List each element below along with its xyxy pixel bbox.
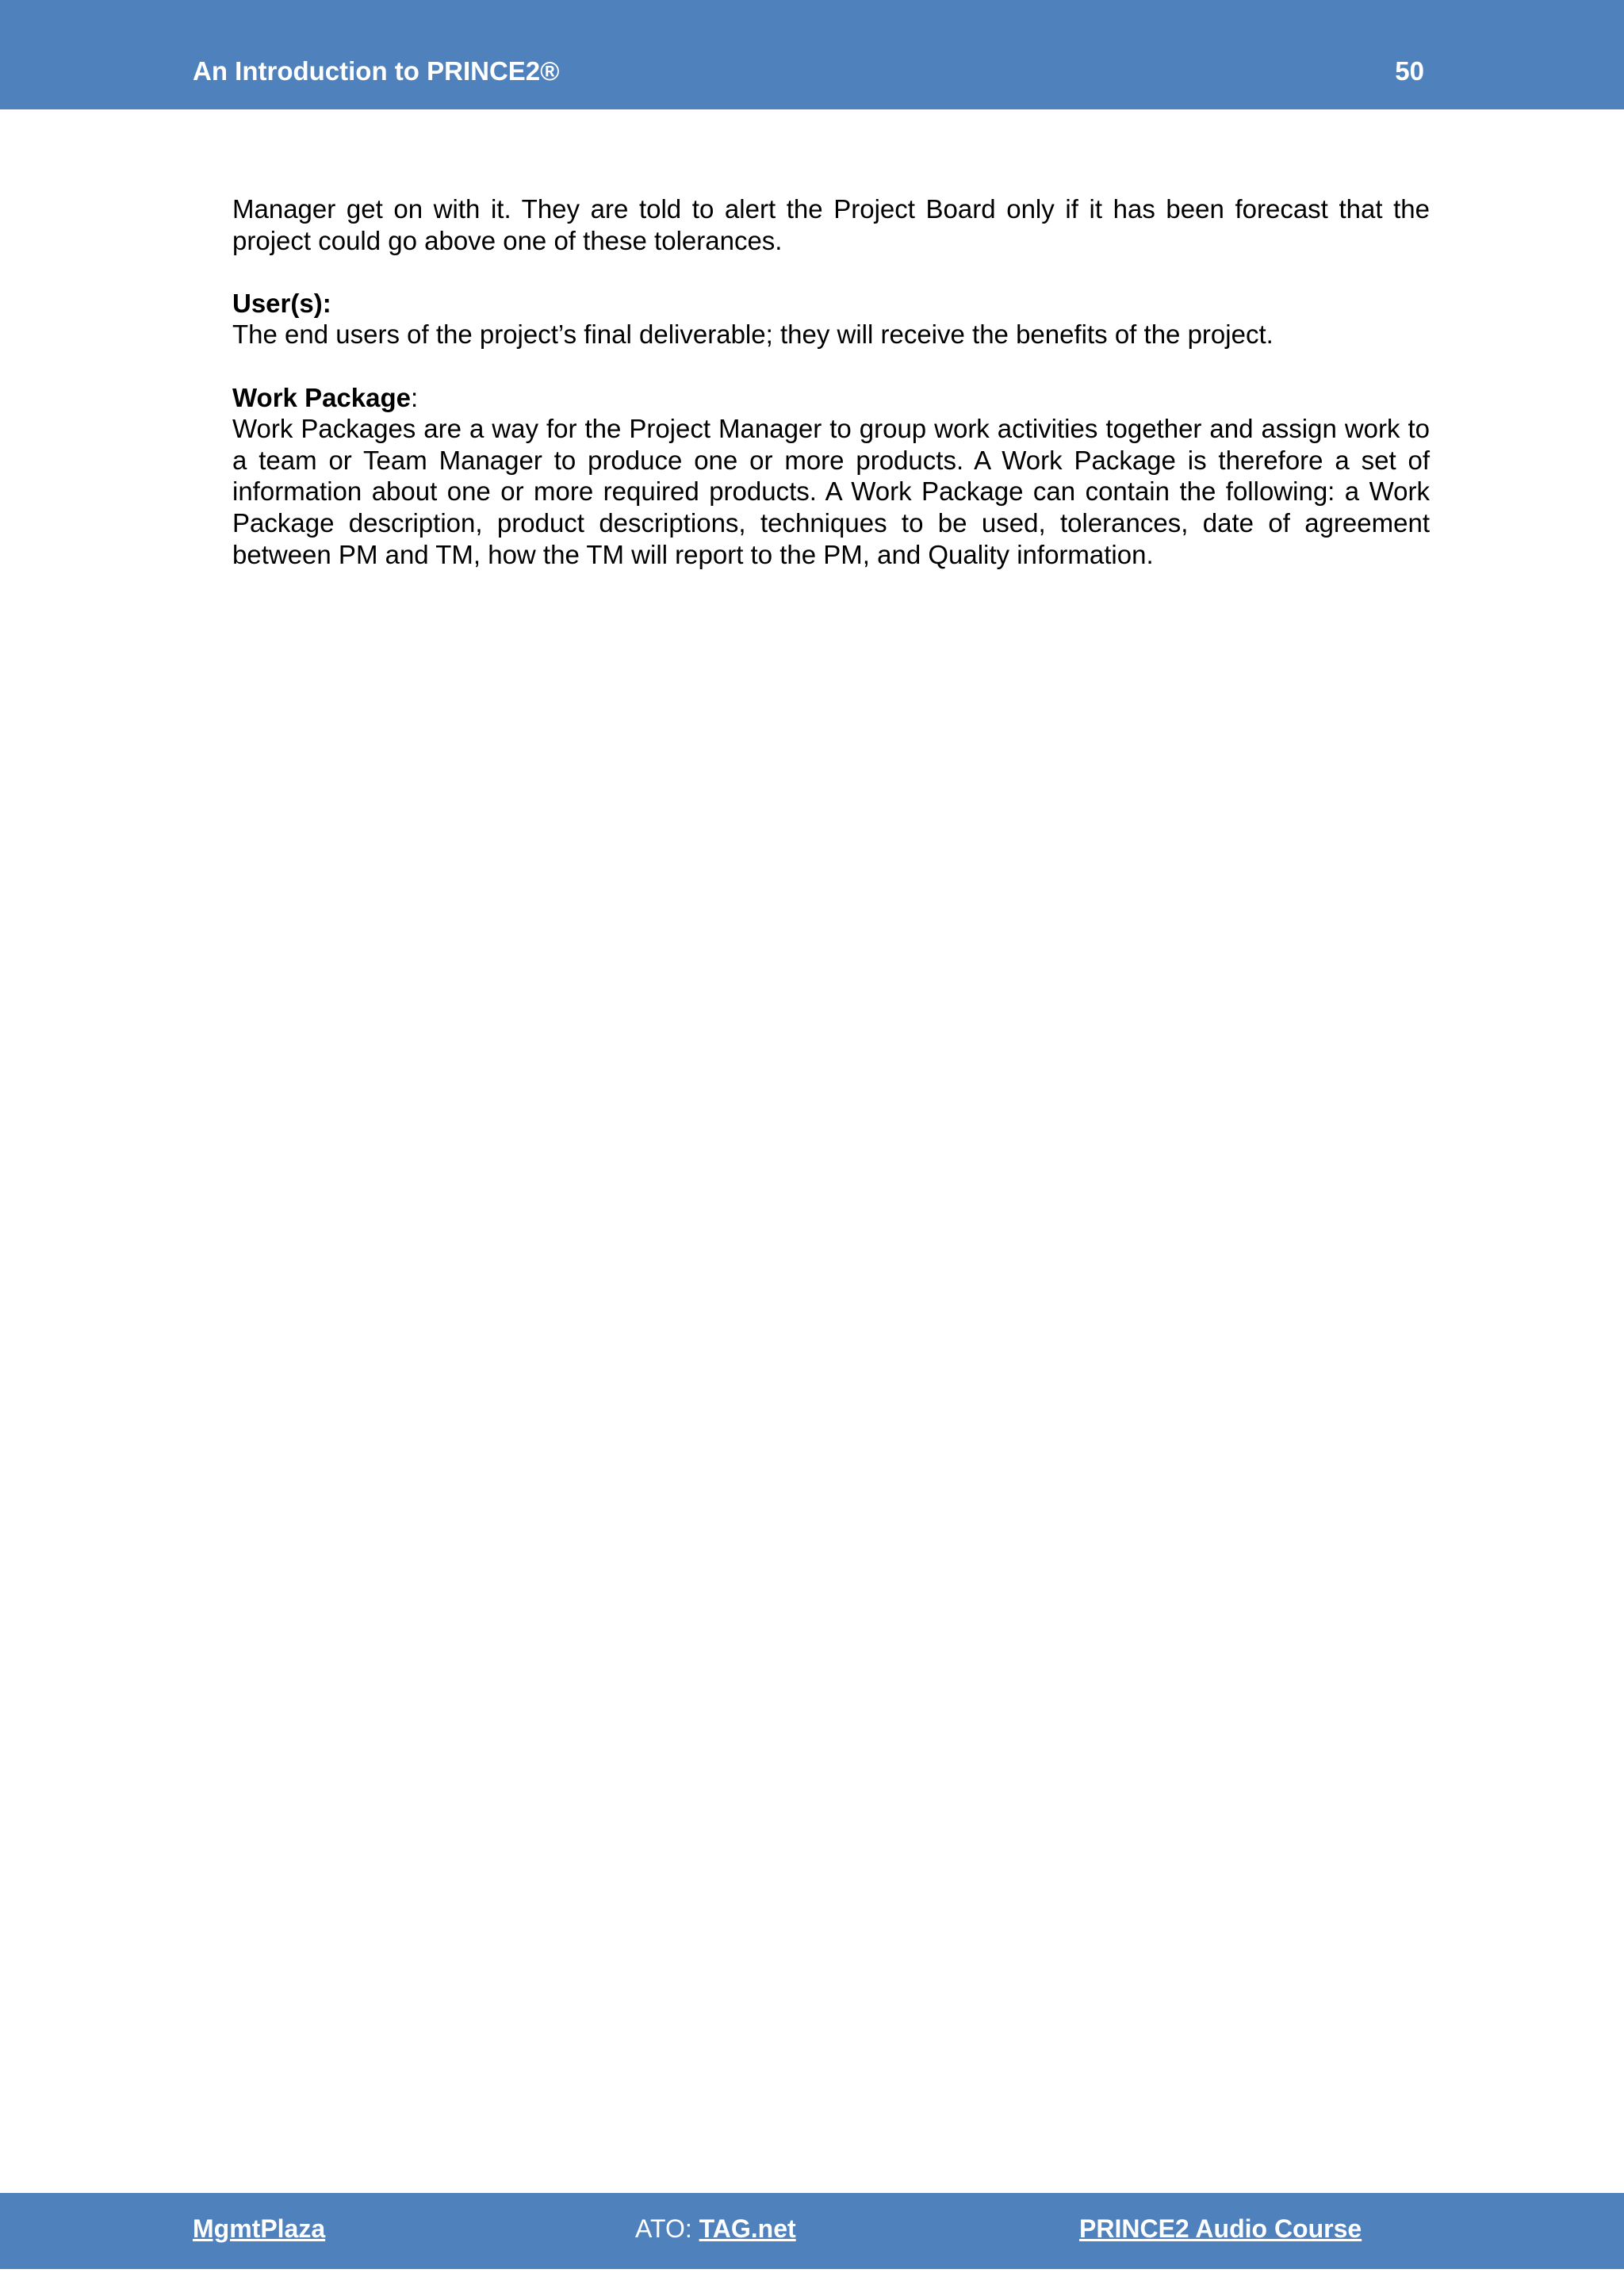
page-content — [232, 193, 1430, 602]
footer-ato — [635, 2214, 796, 2244]
glossary-definition-work-package: Work Packages are a way for the Project Manager to group work activities together and assign work to a team or Team Manager to produce one or more products. A Work Package is therefore a set of information about one or more required products. A Work Package can contain the following: a Work Package description, product descriptions, techniques to be used, tolerances, date of agreement between PM and TM, how the TM will report to the PM, and Quality information. — [232, 414, 1430, 569]
footer-ato-prefix: ATO: — [635, 2214, 699, 2243]
glossary-entry-work-package — [232, 382, 1430, 571]
page-header — [0, 0, 1624, 109]
footer-link-prince2-audio-course[interactable]: PRINCE2 Audio Course — [1079, 2214, 1362, 2243]
glossary-term-line-work-package — [232, 382, 1430, 414]
intro-paragraph: Manager get on with it. They are told to alert the Project Board only if it has been forecast that the project could go above one of these tolerances. — [232, 194, 1430, 255]
footer-link-tag-net[interactable]: TAG.net — [699, 2214, 796, 2243]
glossary-term-users: User(s): — [232, 288, 331, 318]
glossary-entry-users — [232, 288, 1430, 350]
page-footer — [0, 2193, 1624, 2269]
footer-link-mgmtplaza[interactable]: MgmtPlaza — [193, 2214, 326, 2243]
glossary-term-work-package: Work Package — [232, 382, 412, 412]
glossary-term-colon: : — [411, 382, 419, 412]
page-number: 50 — [1395, 56, 1424, 86]
glossary-definition-users: The end users of the project’s final deliverable; they will receive the benefits of the project. — [232, 320, 1274, 350]
header-title: An Introduction to PRINCE2® — [193, 56, 560, 86]
